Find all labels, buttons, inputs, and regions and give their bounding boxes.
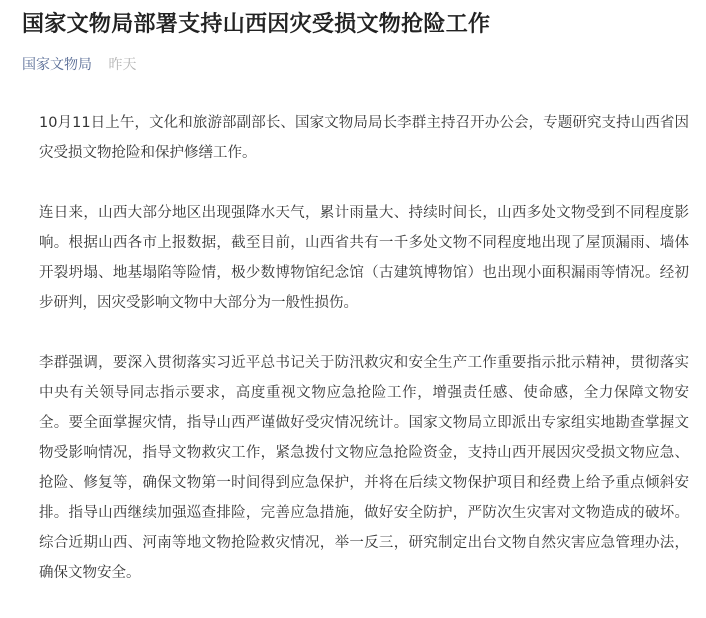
article-meta bbox=[22, 55, 136, 75]
paragraph-3: 李群强调，要深入贯彻落实习近平总书记关于防汛救灾和安全生产工作重要指示批示精神，贯彻落实中央有关领导同志指示要求，高度重视文物应急抢险工作，增强责任感、使命感，全力保障文物安全。要全面掌握灾情，指导山西严谨做好受灾情况统计。国家文物局立即派出专家组实地勘查掌握文物受影响情况，指导文物救灾工作，紧急拨付文物应急抢险资金，支持山西开展因灾受损文物应急、抢险、修复等，确保文物第一时间得到应急保护，并将在后续文物保护项目和经费上给予重点倾斜安排。指导山西继续加强巡查排险，完善应急措施，做好安全防护，严防次生灾害对文物造成的破坏。综合近期山西、河南等地文物抢险救灾情况，举一反三，研究制定出台文物自然灾害应急管理办法，确保文物安全。 bbox=[39, 355, 689, 581]
account-name-link[interactable]: 国家文物局 bbox=[22, 57, 92, 73]
article-content bbox=[39, 108, 689, 618]
publish-time: 昨天 bbox=[108, 57, 137, 73]
paragraph-1: 10月11日上午，文化和旅游部副部长、国家文物局局长李群主持召开办公会，专题研究支持山西省因灾受损文物抢险和保护修缮工作。 bbox=[39, 115, 689, 161]
paragraph-2: 连日来，山西大部分地区出现强降水天气，累计雨量大、持续时间长，山西多处文物受到不同程度影响。根据山西各市上报数据，截至目前，山西省共有一千多处文物不同程度地出现了屋顶漏雨、墙体开裂坍塌、地基塌陷等险情，极少数博物馆纪念馆（古建筑博物馆）也出现小面积漏雨等情况。经初步研判，因灾受影响文物中大部分为一般性损伤。 bbox=[39, 205, 689, 311]
article-title: 国家文物局部署支持山西因灾受损文物抢险工作 bbox=[22, 12, 491, 37]
